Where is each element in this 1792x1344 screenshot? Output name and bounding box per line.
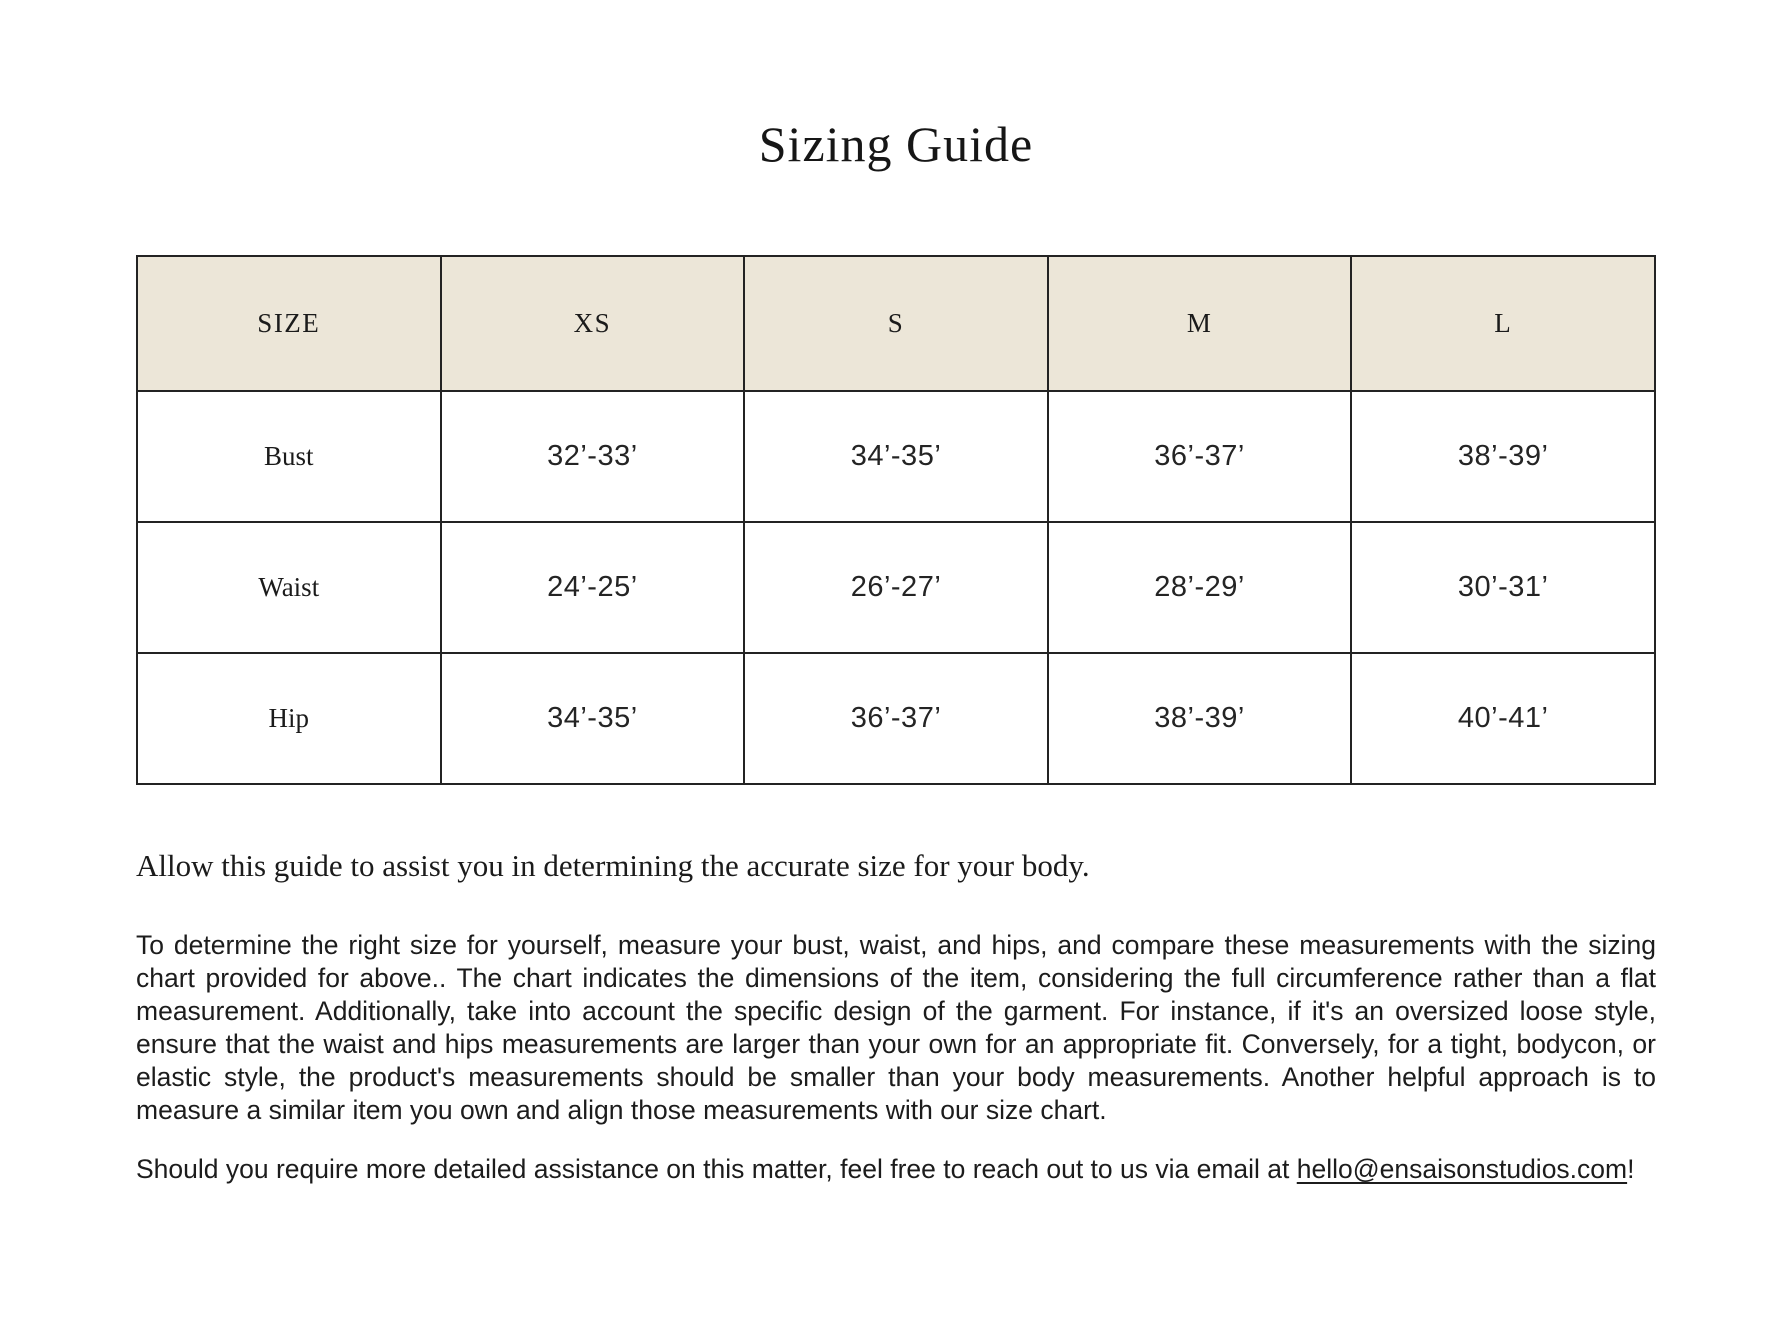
lead-text: Allow this guide to assist you in determining the accurate size for your body. [136,848,1090,883]
hip-xs-value: 34’-35’ [441,653,745,784]
bust-s-value: 34’-35’ [744,391,1048,522]
table-row-waist [137,522,1655,653]
table-header-row [137,256,1655,391]
column-header-s: S [744,256,1048,391]
body-paragraph: To determine the right size for yourself, measure your bust, waist, and hips, and compare these measurements with the sizing chart provided for above.. The chart indicates the dimensions of the item, considering the full circumference rather than a flat measurement. Additionally, take into account the specific design of the garment. For instance, if it's an oversized loose style, ensure that the waist and hips measurements are larger than your own for an appropriate fit. Conversely, for a tight, bodycon, or elastic style, the product's measurements should be smaller than your body measurements. Another helpful approach is to measure a similar item you own and align those measurements with our size chart. [136,930,1656,1125]
hip-s-value: 36’-37’ [744,653,1048,784]
column-header-l: L [1351,256,1655,391]
hip-m-value: 38’-39’ [1048,653,1352,784]
row-label-bust: Bust [137,391,441,522]
contact-prefix-text: Should you require more detailed assistance on this matter, feel free to reach out to us via email at [136,1154,1297,1184]
row-label-waist: Waist [137,522,441,653]
size-chart-table [136,255,1656,785]
bust-xs-value: 32’-33’ [441,391,745,522]
page-title: Sizing Guide [758,116,1034,172]
bust-l-value: 38’-39’ [1351,391,1655,522]
column-header-size: SIZE [137,256,441,391]
bust-m-value: 36’-37’ [1048,391,1352,522]
contact-line [136,1153,1656,1186]
table-row-bust [137,391,1655,522]
column-header-m: M [1048,256,1352,391]
email-link[interactable]: hello@ensaisonstudios.com [1296,1154,1628,1184]
waist-l-value: 30’-31’ [1351,522,1655,653]
row-label-hip: Hip [137,653,441,784]
waist-s-value: 26’-27’ [744,522,1048,653]
sizing-guide-page [136,0,1656,1186]
table-row-hip [137,653,1655,784]
hip-l-value: 40’-41’ [1351,653,1655,784]
waist-m-value: 28’-29’ [1048,522,1352,653]
waist-xs-value: 24’-25’ [441,522,745,653]
contact-suffix-text: ! [1627,1154,1635,1184]
column-header-xs: XS [441,256,745,391]
